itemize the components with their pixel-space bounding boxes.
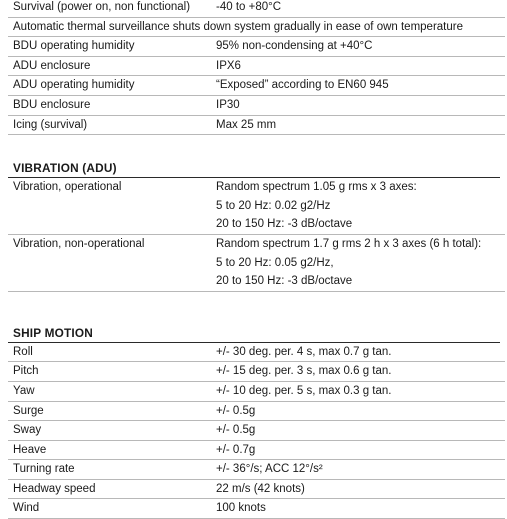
spec-value-line: 20 to 150 Hz: -3 dB/octave — [216, 275, 353, 288]
spec-value: 95% non-condensing at +40°C — [211, 37, 505, 57]
vibration-spec-table — [8, 178, 505, 292]
spec-label: ADU operating humidity — [8, 76, 211, 96]
spec-value: 22 m/s (42 knots) — [211, 479, 505, 499]
spec-label: Headway speed — [8, 479, 211, 499]
spec-label: Roll — [8, 343, 211, 362]
spec-label: Vibration, non-operational — [8, 234, 211, 291]
spec-row-sway — [8, 421, 505, 441]
spec-label: Pitch — [8, 362, 211, 382]
spec-value: IPX6 — [211, 56, 505, 76]
spec-value: +/- 0.5g — [211, 401, 505, 421]
spec-value-line: Random spectrum 1.7 g rms 2 h x 3 axes (6 h total): — [216, 237, 482, 250]
spec-value-line: 20 to 150 Hz: -3 dB/octave — [216, 218, 353, 231]
spec-row-vibration-non-operational — [8, 234, 505, 291]
spec-label: BDU operating humidity — [8, 37, 211, 57]
spec-row-surge — [8, 401, 505, 421]
spec-row-adu-humidity — [8, 76, 505, 96]
spec-label: Turning rate — [8, 460, 211, 480]
spec-label: Survival (power on, non functional) — [8, 0, 211, 17]
spec-row-icing — [8, 115, 505, 135]
spec-row-survival — [8, 0, 505, 17]
spec-label: Icing (survival) — [8, 115, 211, 135]
spec-label: ADU enclosure — [8, 56, 211, 76]
spec-value-line: Random spectrum 1.05 g rms x 3 axes: — [216, 181, 417, 194]
spec-value: Max 25 mm — [211, 115, 505, 135]
spec-value-line: 5 to 20 Hz: 0.02 g2/Hz — [216, 199, 331, 212]
spec-value: -40 to +80°C — [211, 0, 505, 17]
spec-value: “Exposed” according to EN60 945 — [211, 76, 505, 96]
spec-row-bdu-humidity — [8, 37, 505, 57]
spec-label: Yaw — [8, 381, 211, 401]
spec-row-yaw — [8, 381, 505, 401]
spec-value: IP30 — [211, 95, 505, 115]
section-title-ship-motion: SHIP MOTION — [8, 324, 500, 343]
spec-row-thermal-note — [8, 17, 505, 37]
spec-value: +/- 36°/s; ACC 12°/s² — [211, 460, 505, 480]
ship-motion-spec-table — [8, 343, 505, 519]
spec-label: Heave — [8, 440, 211, 460]
section-spacer — [8, 292, 507, 324]
spec-label: Wind — [8, 499, 211, 519]
spec-row-heave — [8, 440, 505, 460]
spec-value-line: 5 to 20 Hz: 0.05 g2/Hz, — [216, 256, 334, 269]
spec-row-wind — [8, 499, 505, 519]
spec-row-adu-enclosure — [8, 56, 505, 76]
spec-value-multiline — [211, 178, 505, 234]
spec-label: Sway — [8, 421, 211, 441]
spec-value: +/- 0.7g — [211, 440, 505, 460]
spec-value: +/- 15 deg. per. 3 s, max 0.6 g tan. — [211, 362, 505, 382]
spec-note: Automatic thermal surveillance shuts down system gradually in ease of own temperature — [8, 17, 505, 37]
spec-row-vibration-operational — [8, 178, 505, 234]
spec-label: BDU enclosure — [8, 95, 211, 115]
spec-row-roll — [8, 343, 505, 362]
section-spacer — [8, 135, 507, 159]
environment-spec-table — [8, 0, 505, 135]
section-title-vibration: VIBRATION (ADU) — [8, 159, 500, 178]
spec-row-bdu-enclosure — [8, 95, 505, 115]
spec-value: +/- 0.5g — [211, 421, 505, 441]
spec-value: 100 knots — [211, 499, 505, 519]
spec-row-headway-speed — [8, 479, 505, 499]
spec-value: +/- 10 deg. per. 5 s, max 0.3 g tan. — [211, 381, 505, 401]
spec-row-pitch — [8, 362, 505, 382]
spec-row-turning-rate — [8, 460, 505, 480]
spec-value: +/- 30 deg. per. 4 s, max 0.7 g tan. — [211, 343, 505, 362]
spec-label: Surge — [8, 401, 211, 421]
spec-label: Vibration, operational — [8, 178, 211, 234]
spec-value-multiline — [211, 234, 505, 291]
